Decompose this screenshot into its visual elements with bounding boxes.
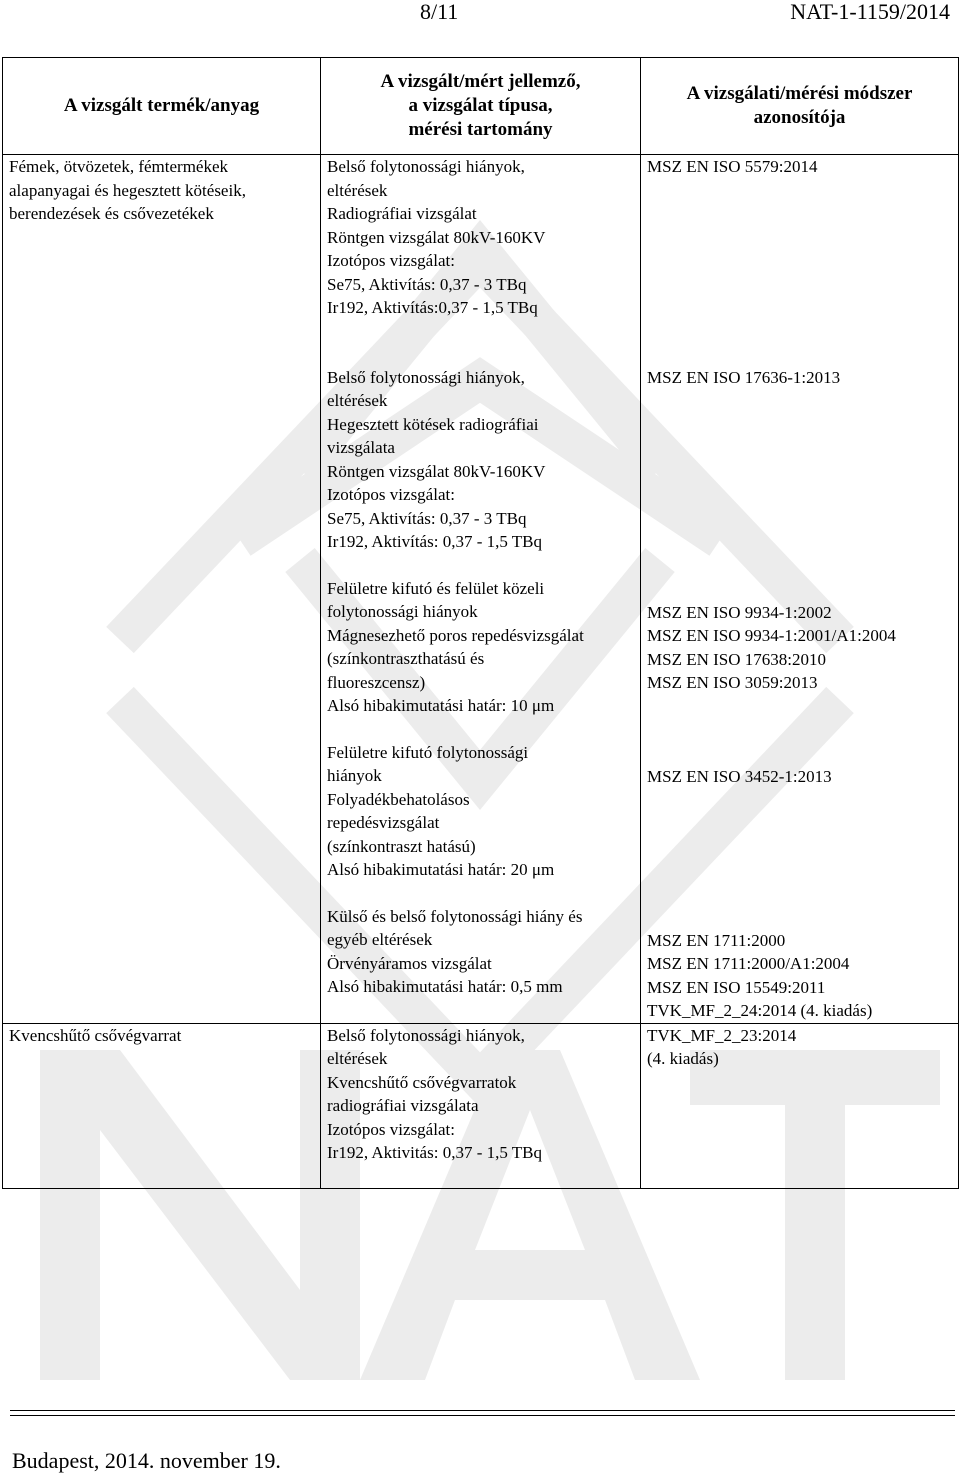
method-line: MSZ EN 1711:2000/A1:2004	[647, 954, 850, 973]
footer-rule	[10, 1410, 955, 1411]
test-line: Felületre kifutó folytonossági	[327, 742, 529, 762]
method-cell	[641, 155, 959, 1024]
product-cell	[3, 155, 321, 1024]
footer-date: Budapest, 2014. november 19.	[12, 1448, 281, 1473]
method-line: MSZ EN ISO 9934-1:2001/A1:2004	[647, 626, 896, 645]
method-line: (4. kiadás)	[647, 1049, 719, 1068]
method-line: MSZ EN ISO 5579:2014	[647, 157, 818, 176]
method-line: MSZ EN ISO 15549:2011	[647, 977, 826, 997]
product-line: alapanyagai és hegesztett kötéseik,	[9, 180, 246, 200]
test-line: Hegesztett kötések radiográfiai	[327, 414, 539, 434]
test-block	[327, 741, 634, 882]
product-line: berendezések és csővezetékek	[9, 204, 214, 223]
method-line: TVK_MF_2_24:2014 (4. kiadás)	[647, 1001, 873, 1020]
method-line: MSZ EN 1711:2000	[647, 930, 786, 950]
method-line: MSZ EN ISO 3452-1:2013	[647, 766, 832, 786]
test-line: vizsgálata	[327, 438, 395, 457]
test-line: Izotópos vizsgálat:	[327, 251, 455, 270]
test-line: Belső folytonossági hiányok,	[327, 157, 525, 176]
test-line: egyéb eltérések	[327, 930, 433, 949]
test-line: Ir192, Aktivítás: 0,37 - 1,5 TBq	[327, 532, 543, 551]
test-line: folytonossági hiányok	[327, 602, 478, 621]
method-block	[647, 601, 952, 695]
test-line: Alsó hibakimutatási határ: 20 μm	[327, 860, 555, 879]
table-row	[3, 1023, 959, 1188]
test-line: Se75, Aktivítás: 0,37 - 3 TBq	[327, 274, 527, 294]
test-line: (színkontraszthatású és	[327, 649, 485, 668]
method-block	[647, 765, 952, 789]
method-block	[647, 366, 952, 390]
test-line: Külső és belső folytonossági hiány és	[327, 906, 583, 926]
test-line: Alsó hibakimutatási határ: 10 μm	[327, 696, 555, 715]
test-line: Folyadékbehatolásos	[327, 789, 470, 809]
test-line: Felületre kifutó és felület közeli	[327, 578, 545, 598]
test-line: Örvényáramos vizsgálat	[327, 953, 492, 973]
test-line: Kvencshűtő csővégvarratok	[327, 1072, 517, 1092]
test-block	[327, 1024, 634, 1165]
method-line: MSZ EN ISO 3059:2013	[647, 673, 818, 692]
document-id: NAT-1-1159/2014	[790, 0, 950, 24]
test-line: Ir192, Aktivítás:0,37 - 1,5 TBq	[327, 298, 538, 317]
test-line: eltérések	[327, 391, 388, 410]
test-line: Belső folytonossági hiányok,	[327, 367, 525, 387]
method-block	[647, 155, 952, 179]
test-block	[327, 155, 634, 320]
column-header-characteristic	[321, 58, 641, 155]
characteristic-cell	[321, 155, 641, 1024]
test-line: Radiográfiai vizsgálat	[327, 204, 477, 223]
test-line: Se75, Aktivítás: 0,37 - 3 TBq	[327, 508, 527, 528]
table-header-row	[3, 58, 959, 155]
method-cell	[641, 1023, 959, 1188]
header-line: a vizsgálat típusa,	[408, 95, 553, 116]
header-line: mérési tartomány	[408, 119, 553, 140]
test-line: Röntgen vizsgálat 80kV-160KV	[327, 461, 546, 481]
method-block	[647, 929, 952, 1023]
column-header-method	[641, 58, 959, 155]
header-line: A vizsgálati/mérési módszer	[686, 83, 913, 104]
test-line: Izotópos vizsgálat:	[327, 1119, 455, 1139]
test-block	[327, 366, 634, 554]
test-line: (színkontraszt hatású)	[327, 836, 476, 856]
header-line: A vizsgált termék/anyag	[63, 95, 260, 116]
test-line: Alsó hibakimutatási határ: 0,5 mm	[327, 977, 563, 996]
test-line: Belső folytonossági hiányok,	[327, 1025, 525, 1045]
test-line: Röntgen vizsgálat 80kV-160KV	[327, 227, 546, 247]
method-line: MSZ EN ISO 17638:2010	[647, 649, 826, 669]
product-line: Fémek, ötvözetek, fémtermékek	[9, 157, 229, 176]
method-line: TVK_MF_2_23:2014	[647, 1025, 797, 1045]
table-row	[3, 155, 959, 1024]
test-line: fluoreszcensz)	[327, 672, 426, 692]
characteristic-cell	[321, 1023, 641, 1188]
header-line: azonosítója	[753, 107, 846, 128]
test-line: Mágnesezhető poros repedésvizsgálat	[327, 625, 584, 645]
test-line: repedésvizsgálat	[327, 813, 440, 832]
accreditation-table	[2, 57, 959, 1189]
test-block	[327, 905, 634, 999]
product-line: Kvencshűtő csővégvarrat	[9, 1025, 182, 1045]
product-cell	[3, 1023, 321, 1188]
test-line: eltérések	[327, 1049, 388, 1068]
test-line: radiográfiai vizsgálata	[327, 1096, 479, 1115]
test-line: Izotópos vizsgálat:	[327, 485, 455, 504]
column-header-product	[3, 58, 321, 155]
method-line: MSZ EN ISO 9934-1:2002	[647, 602, 832, 622]
test-block	[327, 577, 634, 718]
test-line: Ir192, Aktivitás: 0,37 - 1,5 TBq	[327, 1143, 543, 1162]
method-line: MSZ EN ISO 17636-1:2013	[647, 368, 841, 387]
page-number: 8/11	[420, 0, 459, 24]
footer-rule	[10, 1415, 955, 1416]
test-line: eltérések	[327, 180, 388, 200]
method-block	[647, 1024, 952, 1071]
test-line: hiányok	[327, 766, 382, 785]
header-line: A vizsgált/mért jellemző,	[380, 71, 581, 92]
